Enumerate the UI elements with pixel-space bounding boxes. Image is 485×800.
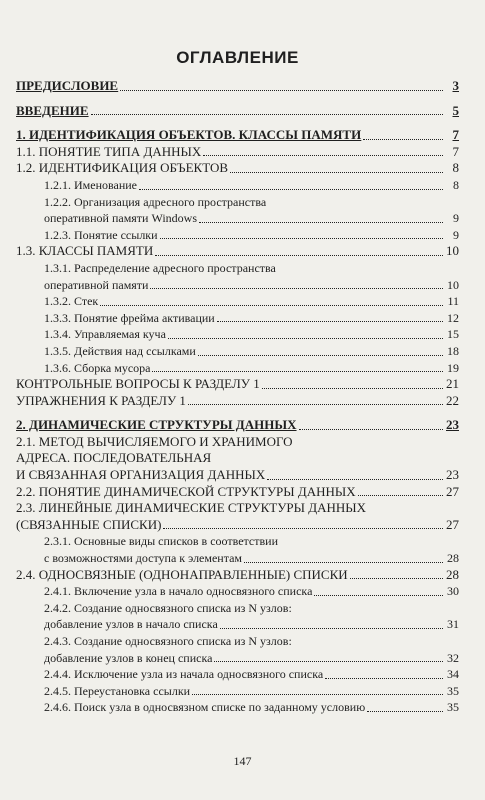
toc-page-number: 35 — [447, 683, 459, 698]
toc-page-number: 18 — [447, 343, 459, 358]
dot-leader — [262, 388, 443, 389]
toc-entry-1-3-4[interactable] — [16, 326, 459, 343]
toc-entry-2-4-1[interactable] — [16, 583, 459, 600]
dot-leader — [160, 238, 443, 239]
toc-page-number: 9 — [453, 227, 459, 242]
toc-entry-title: 1.3.5. Действия над ссылками — [44, 343, 196, 358]
toc-entry-title: 1.3.2. Стек — [44, 294, 99, 309]
page-number: 147 — [233, 754, 252, 768]
dot-leader — [267, 479, 443, 480]
toc-entry-title: 2.4. ОДНОСВЯЗНЫЕ (ОДНОНАПРАВЛЕННЫЕ) СПИСКИ — [16, 566, 348, 582]
toc-page-number: 21 — [446, 376, 459, 392]
toc-page-number: 12 — [447, 310, 459, 325]
dot-leader — [203, 155, 443, 156]
dot-leader — [155, 255, 443, 256]
toc-entry-title: 1.3.4. Управляемая куча — [44, 327, 166, 342]
toc-page-number: 34 — [447, 667, 459, 682]
toc-entry-2-1-line1[interactable]: 2.1. МЕТОД ВЫЧИСЛЯЕМОГО И ХРАНИМОГО — [16, 433, 293, 449]
toc-entry-2-3-1-line1[interactable]: 2.3.1. Основные виды списков в соответствии — [44, 534, 278, 549]
toc-entry-title: 1.3.3. Понятие фрейма активации — [44, 310, 215, 325]
toc-entry-title: 1.2. ИДЕНТИФИКАЦИЯ ОБЪЕКТОВ — [16, 160, 229, 176]
toc-page-number: 31 — [447, 617, 459, 632]
toc-page-number: 35 — [447, 700, 459, 715]
toc-page-number: 8 — [453, 177, 459, 192]
dot-leader — [152, 371, 443, 372]
dot-leader — [139, 189, 443, 190]
toc-entry-2-4-4[interactable] — [16, 666, 459, 683]
dot-leader — [363, 139, 443, 140]
toc-page-number: 11 — [447, 294, 459, 309]
toc-entry-title: добавление узлов в начало списка — [44, 617, 218, 632]
toc-entry-title: 2.4.4. Исключение узла из начала односвязного списка — [44, 667, 324, 682]
dot-leader — [168, 338, 443, 339]
dot-leader — [358, 495, 443, 496]
toc-entry-title: 1.3. КЛАССЫ ПАМЯТИ — [16, 243, 154, 259]
toc-entry-1-2[interactable] — [16, 160, 459, 177]
toc-page-number: 10 — [446, 243, 459, 259]
toc-entry-title: добавление узлов в конец списка — [44, 650, 213, 665]
dot-leader — [100, 305, 443, 306]
toc-entry-chapter-1[interactable] — [16, 127, 459, 144]
toc-page-number: 8 — [452, 160, 459, 176]
dot-leader — [217, 321, 443, 322]
toc-page-number: 5 — [452, 102, 459, 118]
toc-entry-1-3-1[interactable] — [16, 277, 459, 294]
toc-page-number: 23 — [446, 417, 459, 433]
toc-entry-introduction[interactable] — [16, 103, 459, 120]
dot-leader — [198, 355, 443, 356]
dot-leader — [220, 628, 443, 629]
toc-entry-title: оперативной памяти Windows — [44, 211, 197, 226]
toc-page-number: 10 — [447, 277, 459, 292]
toc-entry-title: ВВЕДЕНИЕ — [16, 102, 89, 118]
toc-entry-1-3-1-line1[interactable]: 1.3.1. Распределение адресного пространства — [44, 260, 276, 275]
dot-leader — [120, 90, 443, 91]
toc-entry-2-4-3-line1[interactable]: 2.4.3. Создание односвязного списка из N узлов: — [44, 634, 292, 648]
dot-leader — [230, 172, 443, 173]
toc-entry-2-3-line1[interactable]: 2.3. ЛИНЕЙНЫЕ ДИНАМИЧЕСКИЕ СТРУКТУРЫ ДАННЫХ — [16, 500, 366, 516]
toc-entry-2-4-2[interactable] — [16, 616, 459, 633]
toc-page-number: 27 — [446, 516, 459, 532]
toc-entry-title: КОНТРОЛЬНЫЕ ВОПРОСЫ К РАЗДЕЛУ 1 — [16, 376, 260, 392]
toc-entry-title: 2.2. ПОНЯТИЕ ДИНАМИЧЕСКОЙ СТРУКТУРЫ ДАННЫХ — [16, 483, 356, 499]
dot-leader — [188, 404, 443, 405]
toc-entry-1-3[interactable] — [16, 243, 459, 260]
toc-entry-title: ПРЕДИСЛОВИЕ — [16, 78, 119, 93]
toc-page-number: 9 — [453, 211, 459, 226]
toc-entry-2-3[interactable] — [16, 517, 459, 534]
toc-page-number: 19 — [447, 360, 459, 375]
toc-entry-2-4-3[interactable] — [16, 650, 459, 667]
toc-entry-title: 2.4.6. Поиск узла в односвязном списке по заданному условию — [44, 700, 366, 715]
toc-entry-1-3-5[interactable] — [16, 343, 459, 360]
toc-entry-1-1[interactable] — [16, 144, 459, 161]
toc-entry-1-2-2-line1[interactable]: 1.2.2. Организация адресного пространства — [44, 194, 267, 209]
dot-leader — [163, 528, 443, 529]
toc-page-number: 22 — [446, 392, 459, 408]
dot-leader — [325, 678, 443, 679]
toc-entry-1-3-6[interactable] — [16, 360, 459, 377]
dot-leader — [244, 562, 443, 563]
toc-entry-1-2-2[interactable] — [16, 210, 459, 227]
toc-entry-2-1[interactable] — [16, 467, 459, 484]
toc-entry-title: 1.3.6. Сборка мусора — [44, 360, 151, 375]
dot-leader — [299, 429, 443, 430]
toc-entry-1-3-2[interactable] — [16, 293, 459, 310]
dot-leader — [350, 578, 443, 579]
toc-entry-title: УПРАЖНЕНИЯ К РАЗДЕЛУ 1 — [16, 392, 186, 408]
dot-leader — [367, 711, 443, 712]
dot-leader — [199, 222, 443, 223]
toc-entry-chapter-2[interactable] — [16, 417, 459, 434]
page-title: ОГЛАВЛЕНИЕ — [176, 48, 299, 67]
dot-leader — [192, 694, 443, 695]
toc-entry-2-3-1[interactable] — [16, 550, 459, 567]
toc-page-number: 30 — [447, 584, 459, 599]
toc-page-number: 15 — [447, 327, 459, 342]
toc-entry-title: 1.1. ПОНЯТИЕ ТИПА ДАННЫХ — [16, 143, 202, 159]
toc-entry-title: 1.2.3. Понятие ссылки — [44, 227, 158, 242]
toc-page-number: 28 — [447, 551, 459, 566]
toc-entry-title: И СВЯЗАННАЯ ОРГАНИЗАЦИЯ ДАННЫХ — [16, 467, 266, 483]
toc-entry-1-2-1[interactable] — [16, 177, 459, 194]
toc-entry-title: 2. ДИНАМИЧЕСКИЕ СТРУКТУРЫ ДАННЫХ — [16, 417, 297, 433]
toc-entry-2-4-5[interactable] — [16, 683, 459, 700]
toc-entry-title: оперативной памяти — [44, 277, 149, 292]
toc-entry-title: 1.2.1. Именование — [44, 177, 138, 192]
toc-page-number: 27 — [446, 483, 459, 499]
toc-entry-title: (СВЯЗАННЫЕ СПИСКИ) — [16, 516, 162, 532]
toc-entry-title: 2.4.1. Включение узла в начало односвязного списка — [44, 584, 313, 599]
toc-page-number: 3 — [452, 78, 459, 93]
toc-page-number: 23 — [446, 467, 459, 483]
toc-entry-title: 2.4.5. Переустановка ссылки — [44, 683, 191, 698]
toc-entry-2-1-line2[interactable]: АДРЕСА. ПОСЛЕДОВАТЕЛЬНАЯ — [16, 450, 212, 466]
toc-entry-preface[interactable] — [16, 78, 459, 95]
toc-entry-title: с возможностями доступа к элементам — [44, 551, 243, 566]
table-of-contents — [16, 78, 459, 716]
toc-entry-2-4-6[interactable] — [16, 699, 459, 716]
dot-leader — [91, 114, 443, 115]
toc-entry-title: 1. ИДЕНТИФИКАЦИЯ ОБЪЕКТОВ. КЛАССЫ ПАМЯТИ — [16, 127, 362, 143]
dot-leader — [214, 661, 443, 662]
toc-page-number: 7 — [452, 143, 459, 159]
toc-entry-questions-1[interactable] — [16, 376, 459, 393]
dot-leader — [150, 288, 443, 289]
toc-page-number: 7 — [452, 127, 459, 143]
toc-entry-1-3-3[interactable] — [16, 310, 459, 327]
toc-entry-2-4-2-line1[interactable]: 2.4.2. Создание односвязного списка из N узлов: — [44, 600, 292, 615]
toc-entry-1-2-3[interactable] — [16, 227, 459, 244]
toc-entry-2-4[interactable] — [16, 567, 459, 584]
toc-page-number: 28 — [446, 566, 459, 582]
toc-entry-exercises-1[interactable] — [16, 393, 459, 410]
dot-leader — [314, 595, 443, 596]
toc-page-number: 32 — [447, 650, 459, 665]
toc-entry-2-2[interactable] — [16, 484, 459, 501]
